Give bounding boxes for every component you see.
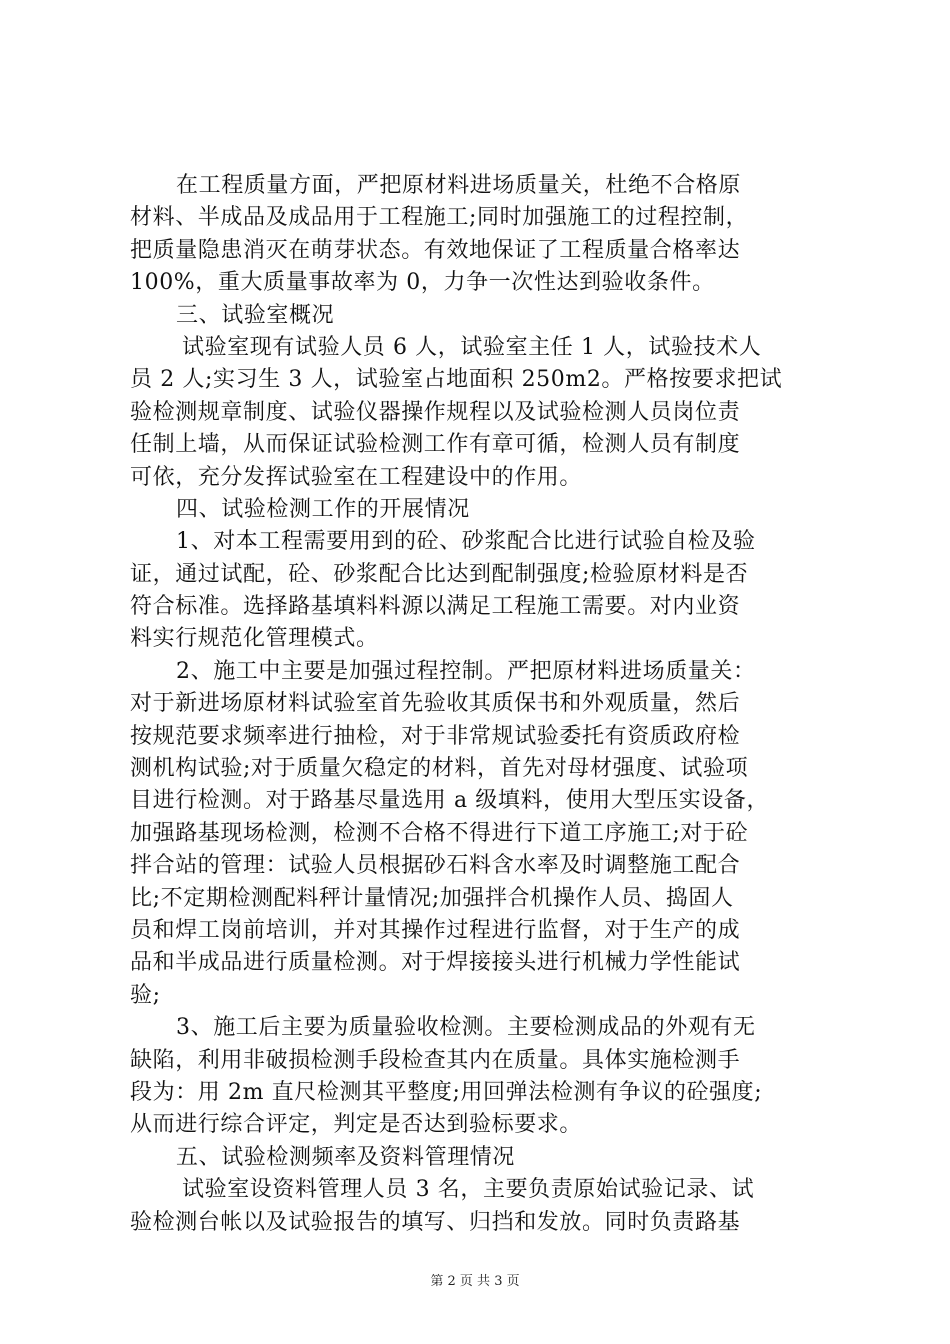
text-line: 验;	[130, 982, 161, 1008]
text-line: 员 2 人;实习生 3 人，试验室占地面积 250m2。严格按要求把试	[130, 367, 783, 393]
page-footer	[0, 1274, 950, 1290]
text-line: 证，通过试配，砼、砂浆配合比达到配制强度;检验原材料是否	[130, 561, 749, 587]
text-line: 试验室设资料管理人员 3 名，主要负责原始试验记录、试	[182, 1177, 755, 1203]
text-line: 任制上墙，从而保证试验检测工作有章可循，检测人员有制度	[130, 432, 741, 458]
text-line: 可依，充分发挥试验室在工程建设中的作用。	[130, 464, 583, 490]
text-line: 在工程质量方面，严把原材料进场质量关，杜绝不合格原	[176, 173, 742, 198]
text-line: 符合标准。选择路基填料料源以满足工程施工需要。对内业资	[130, 594, 741, 620]
text-line: 把质量隐患消灭在萌芽状态。有效地保证了工程质量合格率达	[130, 237, 741, 263]
text-line: 按规范要求频率进行抽检，对于非常规试验委托有资质政府检	[130, 723, 741, 749]
text-line: 段为：用 2m 直尺检测其平整度;用回弹法检测有争议的砼强度;	[130, 1079, 763, 1105]
text-line: 1、对本工程需要用到的砼、砂浆配合比进行试验自检及验	[176, 529, 756, 555]
text-line: 2、施工中主要是加强过程控制。严把原材料进场质量关：	[176, 658, 756, 684]
text-line: 材料、半成品及成品用于工程施工;同时加强施工的过程控制，	[130, 205, 749, 231]
text-line: 从而进行综合评定，判定是否达到验标要求。	[130, 1112, 583, 1138]
text-line: 四、试验检测工作的开展情况	[176, 496, 470, 522]
text-line: 员和焊工岗前培训，并对其操作过程进行监督，对于生产的成	[130, 917, 741, 943]
text-line: 100%，重大质量事故率为 0，力争一次性达到验收条件。	[130, 270, 715, 296]
text-line: 试验室现有试验人员 6 人，试验室主任 1 人，试验技术人	[182, 334, 762, 360]
text-line: 三、试验室概况	[176, 302, 335, 328]
text-line: 料实行规范化管理模式。	[130, 626, 379, 652]
page-number-label: 第 2 页 共 3 页	[430, 1274, 520, 1289]
document-body	[130, 170, 830, 1239]
text-line: 缺陷，利用非破损检测手段检查其内在质量。具体实施检测手	[130, 1047, 741, 1073]
text-line: 拌合站的管理：试验人员根据砂石料含水率及时调整施工配合	[130, 853, 741, 879]
text-line: 验检测规章制度、试验仪器操作规程以及试验检测人员岗位责	[130, 399, 741, 425]
text-line: 测机构试验;对于质量欠稳定的材料，首先对母材强度、试验项	[130, 756, 749, 782]
text-line: 五、试验检测频率及资料管理情况	[176, 1144, 516, 1170]
text-line: 3、施工后主要为质量验收检测。主要检测成品的外观有无	[176, 1015, 756, 1041]
text-line: 目进行检测。对于路基尽量选用 a 级填料，使用大型压实设备，	[130, 788, 770, 814]
text-line: 加强路基现场检测，检测不合格不得进行下道工序施工;对于砼	[130, 820, 749, 846]
text-line: 验检测台帐以及试验报告的填写、归挡和发放。同时负责路基	[130, 1209, 741, 1235]
text-line: 品和半成品进行质量检测。对于焊接接头进行机械力学性能试	[130, 950, 741, 976]
text-line: 比;不定期检测配料秤计量情况;加强拌合机操作人员、捣固人	[130, 885, 734, 911]
text-line: 对于新进场原材料试验室首先验收其质保书和外观质量，然后	[130, 691, 741, 717]
